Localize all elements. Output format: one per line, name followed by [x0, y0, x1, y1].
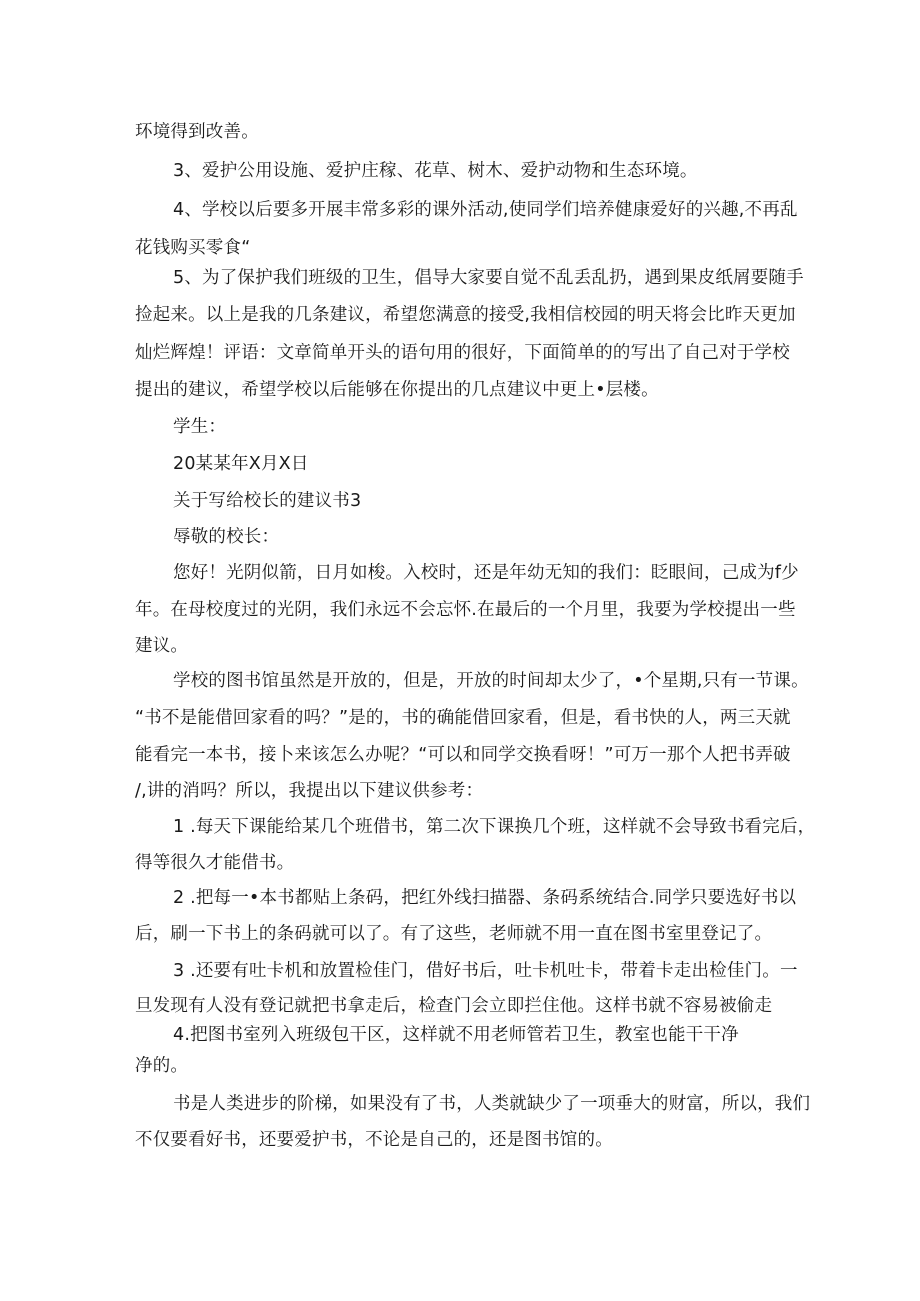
text-line: /,讲的消吗？所以，我提出以下建议供参考： [135, 781, 484, 801]
text-line: 灿烂辉煌！评语：文章简单开头的语句用的很好，下面简单的的写出了自己对于学校 [135, 343, 790, 363]
text-line: 净的。 [135, 1056, 189, 1076]
text-line: 2 .把每一•本书都贴上条码，把红外线扫描器、条码系统结合.同学只要选好书以 [173, 888, 797, 908]
text-line: 20某某年X月X日 [173, 454, 309, 474]
text-line: 3、爱护公用设施、爱护庄稼、花草、树木、爱护动物和生态环境。 [173, 161, 698, 181]
text-line: 捡起来。以上是我的几条建议，希望您满意的接受,我相信校园的明天将会比昨天更加 [135, 305, 796, 325]
text-line: 花钱购买零食“ [135, 238, 251, 258]
text-line: “书不是能借回家看的吗？”是的，书的确能借回家看，但是，看书快的人，两三天就 [135, 708, 791, 728]
text-line: 1 .每天下课能给某几个班借书，第二次下课换几个班，这样就不会导致书看完后， [173, 817, 816, 837]
text-line: 关于写给校长的建议书3 [173, 491, 362, 511]
text-line: 4、学校以后要多开展丰常多彩的课外活动,使同学们培养健康爱好的兴趣,不再乱 [173, 200, 798, 220]
text-line: 能看完一本书，接卜来该怎么办呢？“可以和同学交换看呀！”可万一那个人把书弄破 [135, 745, 791, 765]
text-line: 年。在母校度过的光阴，我们永远不会忘怀.在最后的一个月里，我要为学校提出一些 [135, 600, 796, 620]
text-line: 4.把图书室列入班级包干区，这样就不用老师管若卫生，教室也能干干净 [173, 1025, 739, 1045]
text-line: 提出的建议，希望学校以后能够在你提出的几点建议中更上•层楼。 [135, 380, 659, 400]
text-line: 环境得到改善。 [135, 122, 259, 142]
text-line: 建议。 [135, 636, 189, 656]
text-line: 后，刷一下书上的条码就可以了。有了这些，老师就不用一直在图书室里登记了。 [135, 924, 773, 944]
text-line: 您好！光阴似箭，日月如梭。入校时，还是年幼无知的我们：眨眼间，己成为f少 [173, 563, 799, 583]
text-line: 3 .还要有吐卡机和放置检佳门，借好书后，吐卡机吐卡，带着卡走出检佳门。一 [173, 961, 798, 981]
text-line: 学校的图书馆虽然是开放的，但是，开放的时间却太少了，•个星期,只有一节课。 [173, 671, 809, 691]
text-line: 得等很久才能借书。 [135, 853, 295, 873]
text-line: 书是人类进步的阶梯，如果没有了书，人类就缺少了一项垂大的财富，所以，我们 [173, 1094, 811, 1114]
text-line: 5、为了保护我们班级的卫生，倡导大家要自觉不乱丢乱扔，遇到果皮纸屑要随手 [173, 268, 804, 288]
text-line: 辱敬的校长： [173, 527, 280, 547]
text-line: 不仅要看好书，还要爱护书，不论是自己的，还是图书馆的。 [135, 1130, 613, 1150]
text-line: 旦发现有人没有登记就把书拿走后，检查门会立即拦住他。这样书就不容易被偷走 [135, 996, 773, 1016]
text-line: 学生： [173, 417, 227, 437]
